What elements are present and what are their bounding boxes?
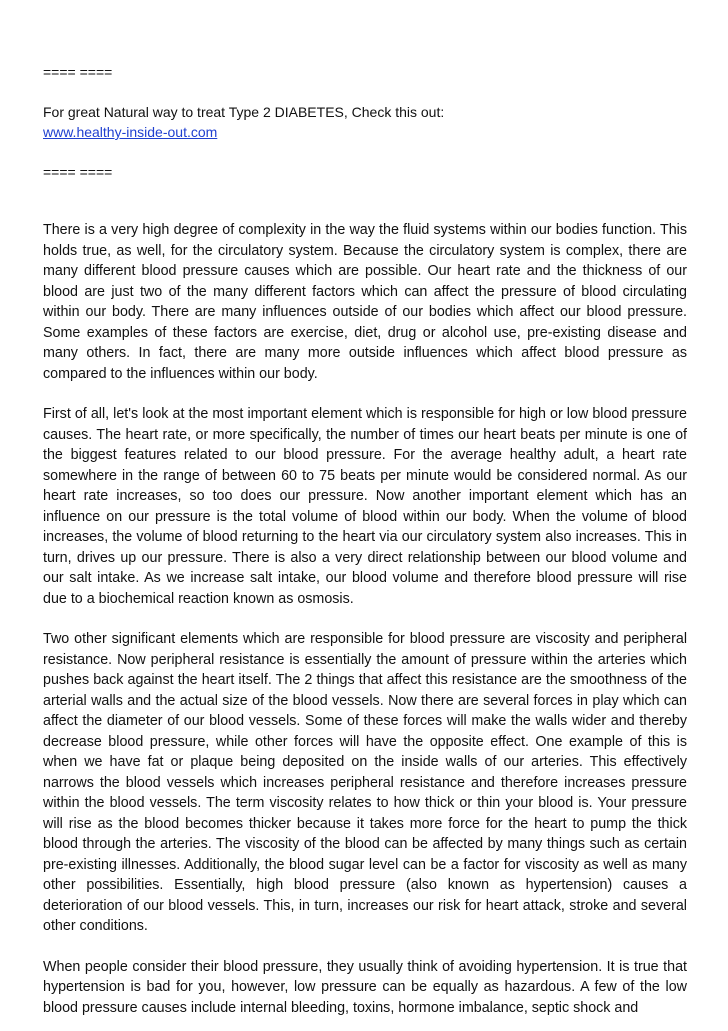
document-page	[43, 62, 687, 1018]
paragraph-4: When people consider their blood pressure, they usually think of avoiding hypertension. It is true that hypertension is bad for you, however, low pressure can be equally as hazardous. A few of the low blood pressure causes include internal bleeding, toxins, hormone imbalance, septic shock and	[43, 958, 687, 1016]
promo-link[interactable]: www.healthy-inside-out.com	[43, 124, 218, 140]
promo-text: For great Natural way to treat Type 2 DIABETES, Check this out:	[43, 104, 445, 120]
paragraph-3: Two other significant elements which are responsible for blood pressure are viscosity and peripheral resistance. Now peripheral resistance is essentially the amount of pressure within the arteries which pushes back against the heart itself. The 2 things that affect this resistance are the smoothness of the arterial walls and the actual size of the blood vessels. Now there are several forces in play which can affect the diameter of our blood vessels. Some of these forces will make the walls wider and thereby decrease blood pressure, while other forces will have the opposite effect. One example of this is when we have fat or plaque being deposited on the inside walls of our arteries. This effectively narrows the blood vessels which increases peripheral resistance and therefore increases pressure within the blood vessels. The term viscosity relates to how thick or thin your blood is. Your pressure will rise as the blood becomes thicker because it takes more force for the heart to pump the thick blood through the arteries. The viscosity of the blood can be affected by many things such as certain pre-existing illnesses. Additionally, the blood sugar level can be a factor for viscosity as well as many other possibilities. Essentially, high blood pressure (also known as hypertension) causes a deterioration of our blood vessels. This, in turn, increases our risk for heart attack, stroke and several other conditions.	[43, 631, 687, 934]
paragraph-1: There is a very high degree of complexity in the way the fluid systems within our bodies function. This holds true, as well, for the circulatory system. Because the circulatory system is complex, there are many different blood pressure causes which are possible. Our heart rate and the thickness of our blood are just two of the many different factors which can affect the pressure of blood circulating within our body. There are many influences outside of our bodies which affect our blood pressure. Some examples of these factors are exercise, diet, drug or alcohol use, pre-existing disease and many others. In fact, there are many more outside influences which affect blood pressure as compared to the influences within our body.	[43, 222, 687, 382]
separator-top: ==== ====	[43, 64, 113, 80]
separator-bottom: ==== ====	[43, 164, 113, 180]
paragraph-2: First of all, let's look at the most important element which is responsible for high or low blood pressure causes. The heart rate, or more specifically, the number of times our heart beats per minute is one of the biggest features related to our blood pressure. For the average healthy adult, a heart rate somewhere in the range of between 60 to 75 beats per minute would be considered normal. As our heart rate increases, so too does our pressure. Now another important element which has an influence on our pressure is the total volume of blood within our body. When the volume of blood increases, the volume of blood returning to the heart via our circulatory system also increases. This in turn, drives up our pressure. There is also a very direct relationship between our blood volume and our salt intake. As we increase salt intake, our blood volume and therefore blood pressure will rise due to a biochemical reaction known as osmosis.	[43, 406, 687, 607]
